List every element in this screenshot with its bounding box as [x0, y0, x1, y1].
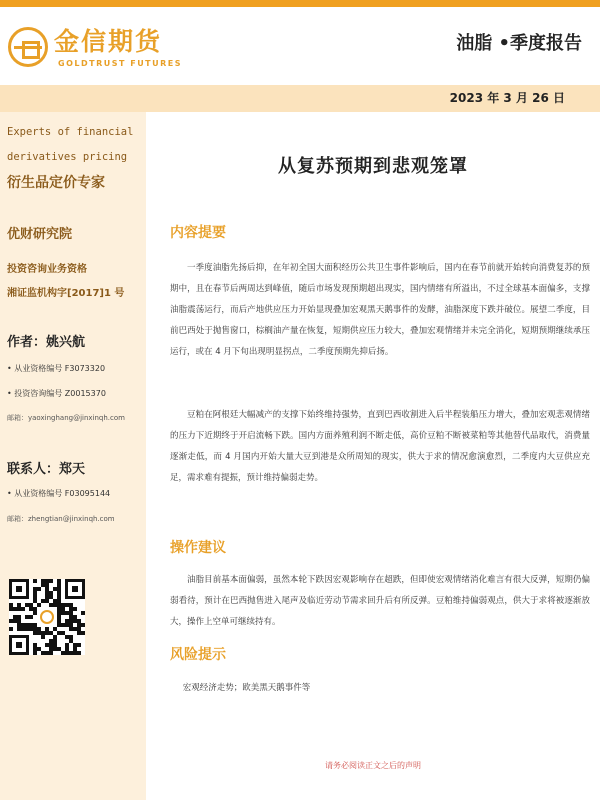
summary-paragraph-soymeal: 豆粕在阿根廷大幅减产的支撑下始终维持强势，直到巴西收割进入后半程装船压力增大，叠加宏观悲观情绪的压力下近期终于开启流畅下跌。国内方面养殖利润不断走低，高价豆粕不断被菜粕等其他替代品取代，消费量逐渐走低，而 4 月国内开始大量大豆到港是众所周知的现实，供大于求的情况愈演愈烈，二季度内大豆供应充足，需求难有提振，预计维持偏弱走势。	[170, 410, 590, 483]
qr-module	[77, 643, 81, 647]
footer-disclaimer: 请务必阅读正文之后的声明	[325, 761, 421, 770]
top-accent-bar	[0, 0, 600, 7]
coin-logo-icon	[8, 27, 48, 67]
author-license-number: • 从业资格编号 F3073320	[7, 364, 106, 373]
qr-module	[41, 635, 45, 639]
main-content	[146, 112, 600, 800]
qr-module	[49, 651, 53, 655]
advice-heading: 操作建议	[170, 540, 226, 556]
sidebar	[0, 112, 146, 800]
page-header	[0, 7, 600, 85]
contact-label: 联系人：郑天	[7, 462, 86, 477]
advice-paragraph: 油脂目前基本面偏弱，虽然本轮下跌因宏观影响存在超跌，但即使宏观情绪消化难言有很大反弹，短期仍偏弱看待，预计在巴西抛售进入尾声及临近劳动节需求回升后有所反弹。豆粕维持偏弱观点，供大于求将被逐渐放大，操作上空单可继续持有。	[170, 575, 590, 627]
qr-module	[73, 607, 77, 611]
contact-email[interactable]: 邮箱：zhengtian@jinxinqh.com	[7, 515, 115, 523]
author-label: 作者：姚兴航	[7, 335, 86, 350]
risk-heading: 风险提示	[170, 647, 226, 663]
qr-module	[81, 611, 85, 615]
report-type: 油脂 •季度报告	[456, 33, 582, 54]
qr-module	[77, 651, 81, 655]
qr-module	[33, 611, 37, 615]
sidebar-english-line-1: Experts of financial	[7, 126, 134, 138]
qr-module	[49, 579, 53, 583]
qr-module	[37, 603, 41, 607]
date-band	[0, 85, 600, 112]
qualification-line-2: 湘证监机构字[2017]1 号	[7, 288, 125, 299]
qr-finder-icon	[65, 579, 85, 599]
qr-center-logo-icon	[40, 610, 54, 624]
sidebar-english-line-2: derivatives pricing	[7, 151, 128, 163]
report-date: 2023 年 3 月 26 日	[449, 91, 565, 105]
qr-module	[37, 587, 41, 591]
qr-module	[81, 623, 85, 627]
author-consulting-number: • 投资咨询编号 Z0015370	[7, 389, 106, 398]
qualification-line-1: 投资咨询业务资格	[7, 264, 87, 275]
qr-module	[29, 615, 33, 619]
summary-heading: 内容提要	[170, 225, 226, 241]
risk-text: 宏观经济走势；欧美黑天鹅事件等	[182, 683, 311, 693]
contact-license-number: • 从业资格编号 F03095144	[7, 489, 111, 498]
qr-finder-icon	[9, 579, 29, 599]
qr-module	[81, 631, 85, 635]
qr-code-icon	[9, 579, 85, 655]
qr-module	[33, 579, 37, 583]
report-title: 从复苏预期到悲观笼罩	[278, 156, 468, 177]
qr-finder-icon	[9, 635, 29, 655]
qr-module	[9, 627, 13, 631]
sidebar-slogan: 衍生品定价专家	[7, 175, 105, 191]
logo-chinese-name: 金信期货	[54, 27, 163, 56]
qr-module	[21, 607, 25, 611]
logo-english-name: GOLDTRUST FUTURES	[58, 59, 183, 68]
qr-module	[33, 651, 37, 655]
author-email[interactable]: 邮箱：yaoxinghang@jinxinqh.com	[7, 414, 125, 422]
institute-name: 优财研究院	[7, 227, 73, 242]
summary-paragraph-oils: 一季度油脂先扬后抑，在年初全国大面积经历公共卫生事件影响后，国内在春节前就开始转向消费复苏的预期中，且在春节后两周达到峰值，随后市场发现预期超出现实，国内情绪有所溢出，不过全球基本面偏多，支撑油脂震荡运行，而后产地供应压力开始显现叠加宏观黑天鹅事件的发酵，油脂深度下跌并破位。展望二季度，目前巴西处于抛售窗口，棕榈油产量在恢复，短期供应压力较大，叠加宏观情绪并未完全消化，短期预期继续承压运行，或在 4 月下旬出现明显拐点，二季度预期先抑后扬。	[170, 263, 590, 357]
